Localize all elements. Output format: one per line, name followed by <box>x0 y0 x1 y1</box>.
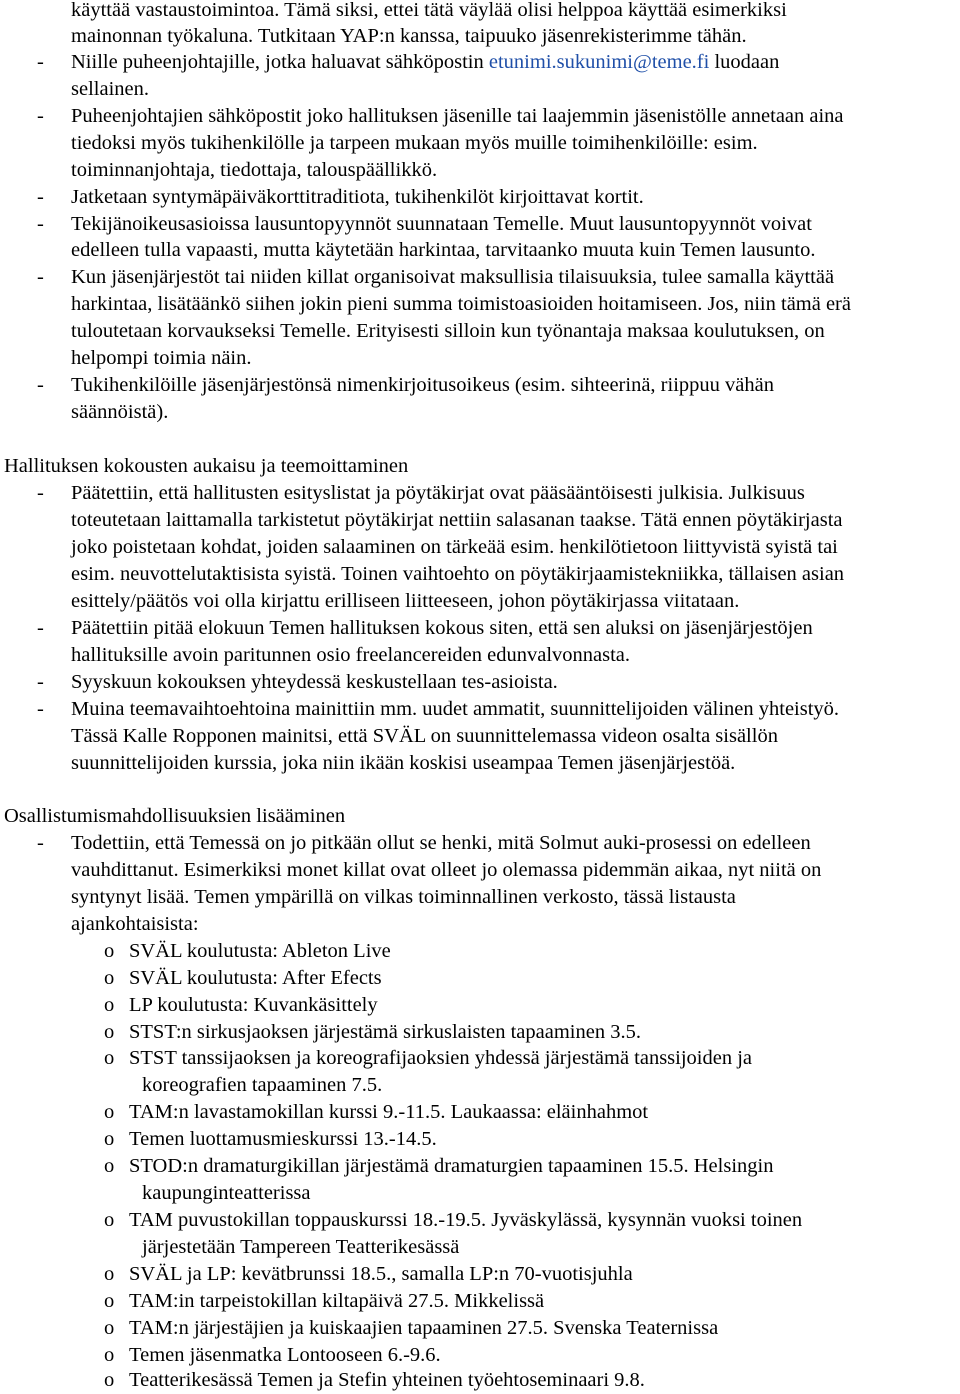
text-line: harkintaa, lisätäänkö siihen jokin pieni summa toimistoasioiden hoitamiseen. Jos, niin tämä erä <box>71 293 851 315</box>
text-line: joko poistetaan kohdat, joiden salaaminen on tärkeää esim. henkilötietoon liittyvistä syistä tai <box>71 536 838 558</box>
list-bullet: o <box>104 1128 115 1150</box>
list-bullet: o <box>104 1101 115 1123</box>
text-line: Syyskuun kokouksen yhteydessä keskustellaan tes-asioista. <box>71 671 558 693</box>
text-line: Niille puheenjohtajille, jotka haluavat sähköpostin etunimi.sukunimi@teme.fi luodaan <box>71 51 780 73</box>
list-item: SVÄL ja LP: kevätbrunssi 18.5., samalla LP:n 70-vuotisjuhla <box>129 1263 633 1285</box>
list-item-continuation: koreografien tapaaminen 7.5. <box>142 1074 383 1096</box>
text-line: edelleen tulla vapaasti, mutta käytetään harkintaa, tarvitaanko muuta kuin Temen lausunto. <box>71 239 816 261</box>
list-item: TAM:n järjestäjien ja kuiskaajien tapaaminen 27.5. Svenska Teaternissa <box>129 1317 719 1339</box>
section-heading: Hallituksen kokousten aukaisu ja teemoittaminen <box>4 455 409 477</box>
list-dash: - <box>37 698 44 720</box>
list-item: TAM:in tarpeistokillan kiltapäivä 27.5. Mikkelissä <box>129 1290 545 1312</box>
list-bullet: o <box>104 1155 115 1177</box>
list-bullet: o <box>104 940 115 962</box>
text-line: Tukihenkilöille jäsenjärjestönsä nimenkirjoitusoikeus (esim. sihteerinä, riippuu vähän <box>71 374 774 396</box>
text-line: Päätettiin pitää elokuun Temen hallituksen kokous siten, että sen aluksi on jäsenjärjestöjen <box>71 617 813 639</box>
text-line: suunnittelijoiden kurssia, joka niin ikään koskisi useampaa Temen jäsenjärjestöä. <box>71 752 736 774</box>
text-line: Päätettiin, että hallitusten esityslistat ja pöytäkirjat ovat pääsääntöisesti julkisia. Julkisuus <box>71 482 805 504</box>
list-dash: - <box>37 266 44 288</box>
list-item: SVÄL koulutusta: After Efects <box>129 967 382 989</box>
list-dash: - <box>37 832 44 854</box>
list-item: Teatterikesässä Temen ja Stefin yhteinen työehtoseminaari 9.8. <box>129 1369 645 1391</box>
list-item: STST:n sirkusjaoksen järjestämä sirkuslaisten tapaaminen 3.5. <box>129 1021 641 1043</box>
text-line: tuloutetaan korvaukseksi Temelle. Erityisesti silloin kun työnantaja maksaa koulutuksen, on <box>71 320 825 342</box>
list-dash: - <box>37 482 44 504</box>
list-dash: - <box>37 374 44 396</box>
text-line: Tekijänoikeusasioissa lausuntopyynnöt suunnataan Temelle. Muut lausuntopyynnöt voivat <box>71 213 812 235</box>
text-line: syntynyt lisää. Temen ympärillä on vilkas toiminnallinen verkosto, tässä listausta <box>71 886 736 908</box>
text-line: tiedoksi myös tukihenkilölle ja tarpeen mukaan myös muille toimihenkilöille: esim. <box>71 132 758 154</box>
text-line: esittely/päätös voi olla kirjattu erilliseen liitteeseen, johon pöytäkirjassa viitataan. <box>71 590 740 612</box>
text-line: esim. neuvottelutaktisista syistä. Toinen vaihtoehto on pöytäkirjaamistekniikka, tällaisen asian <box>71 563 845 585</box>
text-line: Tässä Kalle Ropponen mainitsi, että SVÄL on suunnittelemassa videon osalta sisällön <box>71 725 778 747</box>
list-item: TAM:n lavastamokillan kurssi 9.-11.5. Laukaassa: eläinhahmot <box>129 1101 649 1123</box>
list-item: STST tanssijaoksen ja koreografijaoksien yhdessä järjestämä tanssijoiden ja <box>129 1047 753 1069</box>
list-item-continuation: kaupunginteatterissa <box>142 1182 311 1204</box>
list-bullet: o <box>104 994 115 1016</box>
list-bullet: o <box>104 1317 115 1339</box>
section-heading: Osallistumismahdollisuuksien lisääminen <box>4 805 346 827</box>
list-dash: - <box>37 213 44 235</box>
text-line: sellainen. <box>71 78 149 100</box>
list-bullet: o <box>104 1209 115 1231</box>
list-dash: - <box>37 671 44 693</box>
text-line: Jatketaan syntymäpäiväkorttitraditiota, tukihenkilöt kirjoittavat kortit. <box>71 186 644 208</box>
list-item: Temen luottamusmieskurssi 13.-14.5. <box>129 1128 437 1150</box>
text-line: hallituksille avoin paritunnen osio freelancereiden edunvalvonnasta. <box>71 644 631 666</box>
list-item: STOD:n dramaturgikillan järjestämä dramaturgien tapaaminen 15.5. Helsingin <box>129 1155 774 1177</box>
list-bullet: o <box>104 1047 115 1069</box>
list-item-continuation: järjestetään Tampereen Teatterikesässä <box>142 1236 460 1258</box>
list-bullet: o <box>104 1290 115 1312</box>
text-line: toiminnanjohtaja, tiedottaja, talouspäällikkö. <box>71 159 438 181</box>
list-dash: - <box>37 105 44 127</box>
text-line: Muina teemavaihtoehtoina mainittiin mm. uudet ammatit, suunnittelijoiden välinen yhteistyö. <box>71 698 840 720</box>
text-line: helpompi toimia näin. <box>71 347 252 369</box>
list-bullet: o <box>104 1369 115 1391</box>
list-dash: - <box>37 617 44 639</box>
list-item: LP koulutusta: Kuvankäsittely <box>129 994 378 1016</box>
text-line: mainonnan työkaluna. Tutkitaan YAP:n kanssa, taipuuko jäsenrekisterimme tähän. <box>71 25 747 47</box>
list-bullet: o <box>104 1263 115 1285</box>
list-bullet: o <box>104 967 115 989</box>
email-link[interactable]: etunimi.sukunimi@teme.fi <box>488 51 710 73</box>
text-line: säännöistä). <box>71 401 169 423</box>
text-line: Puheenjohtajien sähköpostit joko hallituksen jäsenille tai laajemmin jäsenistölle annetaan aina <box>71 105 844 127</box>
list-bullet: o <box>104 1021 115 1043</box>
list-item: TAM puvustokillan toppauskurssi 18.-19.5. Jyväskylässä, kysynnän vuoksi toinen <box>129 1209 803 1231</box>
list-bullet: o <box>104 1344 115 1366</box>
list-item: SVÄL koulutusta: Ableton Live <box>129 940 391 962</box>
text-line: Kun jäsenjärjestöt tai niiden killat organisoivat maksullisia tilaisuuksia, tulee samalla käyttää <box>71 266 835 288</box>
text-line: ajankohtaisista: <box>71 913 199 935</box>
list-item: Temen jäsenmatka Lontooseen 6.-9.6. <box>129 1344 441 1366</box>
text-line: vauhdittanut. Esimerkiksi monet killat ovat olleet jo olemassa pidemmän aikaa, nyt niitä on <box>71 859 822 881</box>
text-line: toteutetaan laittamalla tarkistetut pöytäkirjat nettiin salasanan taakse. Tätä ennen pöytäkirjasta <box>71 509 843 531</box>
list-dash: - <box>37 186 44 208</box>
text-line: Todettiin, että Temessä on jo pitkään ollut se henki, mitä Solmut auki-prosessi on edelleen <box>71 832 811 854</box>
list-dash: - <box>37 51 44 73</box>
text-line: käyttää vastaustoimintoa. Tämä siksi, ettei tätä väylää olisi helppoa käyttää esimerkiksi <box>71 0 787 21</box>
